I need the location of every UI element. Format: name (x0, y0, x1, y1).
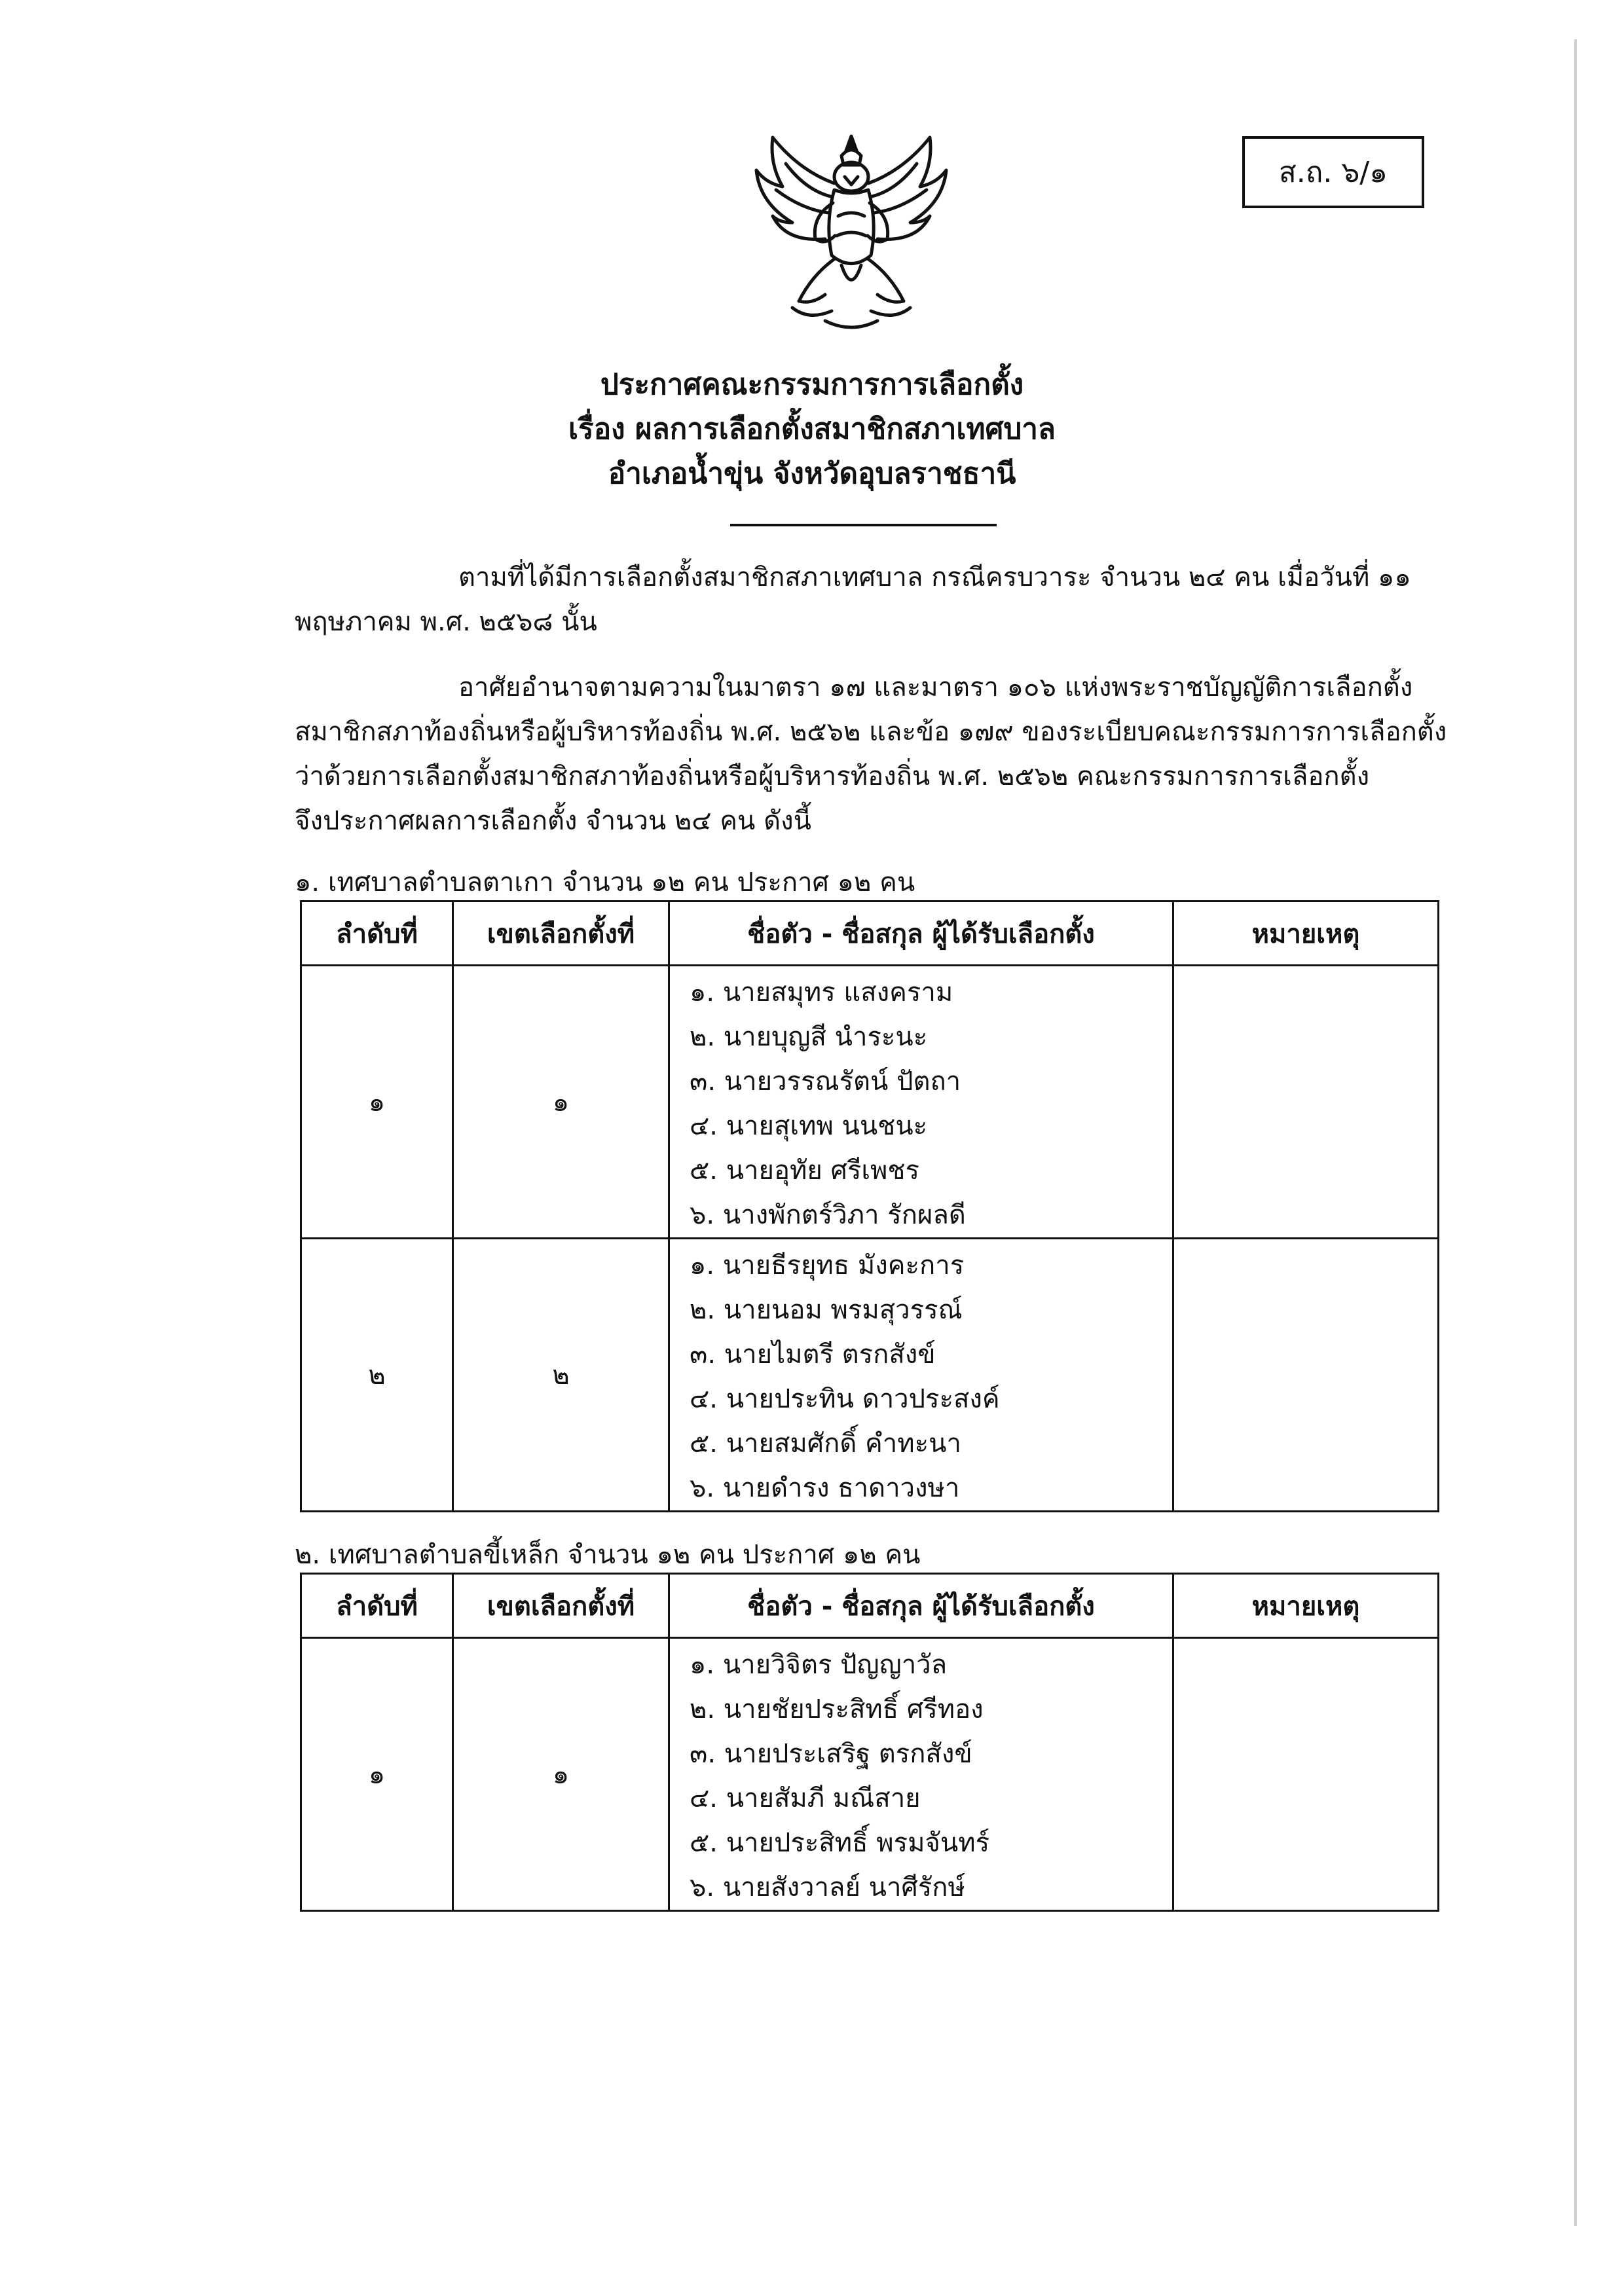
table-header-row (301, 902, 1439, 966)
header-district: เขตเลือกตั้งที่ (453, 902, 669, 966)
elected-name: ๔. นายสัมภี มณีสาย (690, 1783, 921, 1813)
paragraph-2-line-2: สมาชิกสภาท้องถิ่นหรือผู้บริหารท้องถิ่น พ.ศ. ๒๕๖๒ และข้อ ๑๗๙ ของระเบียบคณะกรรมการการเลือกตั้ง (295, 717, 1447, 747)
paragraph-1-line-1: ตามที่ได้มีการเลือกตั้งสมาชิกสภาเทศบาล กรณีครบวาระ จำนวน ๒๔ คน เมื่อวันที่ ๑๑ (458, 562, 1411, 592)
elected-name: ๒. นายบุญสี นำระนะ (690, 1022, 928, 1052)
elected-name: ๖. นายสังวาลย์ นาศีรักษ์ (690, 1872, 965, 1903)
garuda-emblem-icon (747, 124, 956, 340)
section-heading-2: ๒. เทศบาลตำบลขี้เหล็ก จำนวน ๑๒ คน ประกาศ ๑๒ คน (295, 1540, 921, 1570)
form-code: ส.ถ. ๖/๑ (1278, 156, 1388, 189)
district-cell: ๑ (453, 966, 669, 1239)
paragraph-1-line-2: พฤษภาคม พ.ศ. ๒๕๖๘ นั้น (295, 607, 597, 637)
announcement-subject: เรื่อง ผลการเลือกตั้งสมาชิกสภาเทศบาล (568, 412, 1056, 446)
results-table-1 (300, 900, 1439, 1512)
header-order: ลำดับที่ (301, 1574, 453, 1638)
elected-name: ๑. นายวิจิตร ปัญญาวัล (690, 1650, 948, 1680)
names-cell (669, 1638, 1173, 1911)
order-cell: ๒ (301, 1239, 453, 1512)
elected-name: ๔. นายประทิน ดาวประสงค์ (690, 1384, 1000, 1414)
remark-cell (1173, 1638, 1439, 1911)
elected-name: ๖. นางพักตร์วิภา รักผลดี (690, 1200, 966, 1230)
district-cell: ๒ (453, 1239, 669, 1512)
form-code-box (1242, 136, 1424, 208)
table-header-row (301, 1574, 1439, 1638)
elected-name: ๖. นายดำรง ธาดาวงษา (690, 1473, 960, 1503)
elected-name: ๒. นายชัยประสิทธิ์ ศรีทอง (690, 1694, 984, 1724)
district-cell: ๑ (453, 1638, 669, 1911)
elected-name: ๓. นายไมตรี ตรกสังข์ (690, 1339, 936, 1370)
names-cell (669, 966, 1173, 1239)
elected-name: ๑. นายสมุทร แสงคราม (690, 977, 953, 1008)
elected-name: ๓. นายวรรณรัตน์ ปัตถา (690, 1066, 961, 1097)
elected-name: ๒. นายนอม พรมสุวรรณ์ (690, 1295, 963, 1325)
elected-name: ๔. นายสุเทพ นนชนะ (690, 1111, 928, 1141)
header-name: ชื่อตัว - ชื่อสกุล ผู้ได้รับเลือกตั้ง (669, 902, 1173, 966)
table-row (301, 1239, 1439, 1512)
header-order: ลำดับที่ (301, 902, 453, 966)
remark-cell (1173, 1239, 1439, 1512)
paragraph-2-line-3: ว่าด้วยการเลือกตั้งสมาชิกสภาท้องถิ่นหรือผู้บริหารท้องถิ่น พ.ศ. ๒๕๖๒ คณะกรรมการการเลือกตั้ง (295, 761, 1370, 792)
elected-name: ๓. นายประเสริฐ ตรกสังข์ (690, 1739, 972, 1769)
header-remark: หมายเหตุ (1173, 1574, 1439, 1638)
header-district: เขตเลือกตั้งที่ (453, 1574, 669, 1638)
announcement-title: ประกาศคณะกรรมการการเลือกตั้ง (600, 368, 1024, 401)
order-cell: ๑ (301, 966, 453, 1239)
title-divider (730, 524, 997, 526)
elected-name: ๑. นายธีรยุทธ มังคะการ (690, 1250, 965, 1281)
paragraph-2-line-4: จึงประกาศผลการเลือกตั้ง จำนวน ๒๔ คน ดังนี้ (295, 806, 811, 836)
announcement-location: อำเภอน้ำขุ่น จังหวัดอุบลราชธานี (608, 457, 1016, 490)
elected-name: ๕. นายอุทัย ศรีเพชร (690, 1156, 920, 1186)
elected-name: ๕. นายสมศักดิ์ คำทะนา (690, 1429, 961, 1459)
table-row (301, 1638, 1439, 1911)
table-row (301, 966, 1439, 1239)
section-heading-1: ๑. เทศบาลตำบลตาเกา จำนวน ๑๒ คน ประกาศ ๑๒ คน (295, 867, 915, 898)
header-name: ชื่อตัว - ชื่อสกุล ผู้ได้รับเลือกตั้ง (669, 1574, 1173, 1638)
remark-cell (1173, 966, 1439, 1239)
paragraph-2-line-1: อาศัยอำนาจตามความในมาตรา ๑๗ และมาตรา ๑๐๖ แห่งพระราชบัญญัติการเลือกตั้ง (458, 672, 1413, 702)
names-cell (669, 1239, 1173, 1512)
results-table-2 (300, 1573, 1439, 1912)
order-cell: ๑ (301, 1638, 453, 1911)
header-remark: หมายเหตุ (1173, 902, 1439, 966)
elected-name: ๕. นายประสิทธิ์ พรมจันทร์ (690, 1828, 990, 1858)
